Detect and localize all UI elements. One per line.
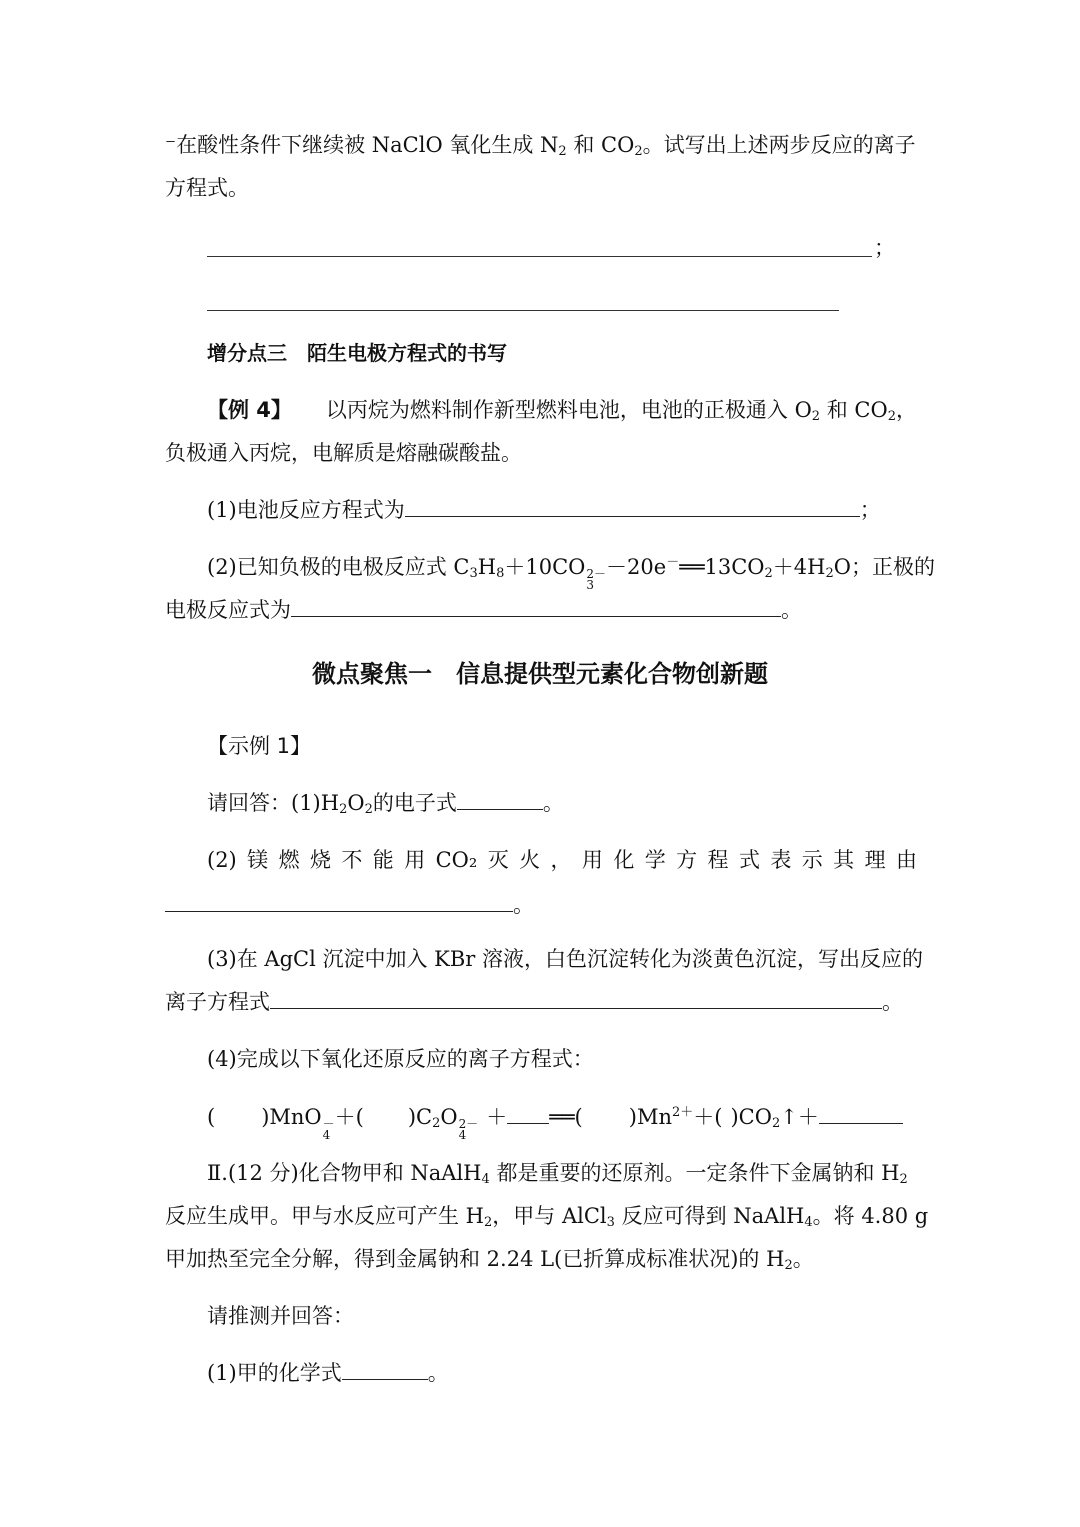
- subscript: 2: [764, 566, 773, 581]
- example-label: 【例 4】: [207, 398, 292, 422]
- subscript: 2: [887, 409, 896, 424]
- focus-question-3-line-1: (3)在 AgCl 沉淀中加入 KBr 溶液，白色沉淀转化为淡黄色沉淀，写出反应的: [207, 947, 923, 971]
- part2-line-1: [207, 1158, 917, 1188]
- subscript: 2: [634, 144, 643, 159]
- text: ↑＋: [780, 1105, 819, 1129]
- text: 和 CO: [826, 398, 888, 422]
- text: 。: [882, 990, 903, 1014]
- focus-question-4: (4)完成以下氧化还原反应的离子方程式：: [207, 1047, 594, 1071]
- answer-blank[interactable]: [819, 1105, 903, 1124]
- text: 。: [542, 791, 564, 815]
- answer-blank[interactable]: [405, 498, 860, 517]
- text: ；: [859, 498, 881, 522]
- subscript: 2: [339, 802, 348, 817]
- text: ══13CO: [679, 555, 765, 579]
- text: ＋(: [693, 1105, 723, 1129]
- text: 都是重要的还原剂。一定条件下金属钠和 H: [496, 1161, 900, 1185]
- subscript: 3: [606, 1215, 615, 1230]
- text: )C: [407, 1105, 433, 1129]
- redox-equation: [207, 1102, 917, 1141]
- text: 以丙烷为燃料制作新型燃料电池，电池的正极通入 O: [325, 398, 812, 422]
- subscript: 2: [771, 1116, 781, 1131]
- answer-blank[interactable]: [507, 1105, 549, 1124]
- subscript: 2: [432, 1116, 441, 1131]
- text: O: [347, 791, 365, 815]
- text: (1)电池反应方程式为: [207, 498, 405, 522]
- ion-charge: 2－ 3: [586, 567, 607, 592]
- section-title: 微点聚焦一 信息提供型元素化合物创新题: [312, 660, 768, 688]
- text: )MnO: [261, 1105, 322, 1129]
- text: (: [207, 1105, 216, 1129]
- subscript: 2: [899, 1172, 908, 1187]
- section-heading: 增分点三 陌生电极方程式的书写: [207, 341, 507, 365]
- subscript: 4: [804, 1215, 813, 1230]
- text: ＋4H: [772, 555, 826, 579]
- part2-line-2: [165, 1201, 929, 1231]
- text: 反应生成甲。甲与水反应可产生 H: [165, 1204, 484, 1228]
- subscript: 4: [481, 1172, 490, 1187]
- text: 。试写出上述两步反应的离子: [642, 133, 916, 157]
- subscript: 2: [825, 566, 834, 581]
- text: O；正极的: [833, 555, 935, 579]
- superscript: －: [666, 555, 680, 570]
- top-paragraph-line-2: 方程式。: [165, 176, 249, 200]
- focus-question-2-line-2: [165, 890, 917, 920]
- text: ，: [896, 398, 917, 422]
- text: 甲加热至完全分解，得到金属钠和 2.24 L(已折算成标准状况)的 H: [165, 1247, 785, 1271]
- answer-blank[interactable]: [270, 990, 882, 1009]
- answer-blank[interactable]: [291, 598, 781, 617]
- text: ══(: [549, 1105, 583, 1129]
- text: ＋: [486, 1105, 508, 1129]
- focus-question-1: [207, 788, 917, 818]
- text: 。: [792, 1247, 814, 1271]
- focus-question-2-line-1: (2) 镁 燃 烧 不 能 用 CO₂ 灭 火 ， 用 化 学 方 程 式 表 示 其 理 由: [207, 848, 917, 872]
- focus-question-3-line-2: [165, 987, 917, 1017]
- text: 。将 4.80 g: [812, 1204, 929, 1228]
- text: O: [440, 1105, 458, 1129]
- text: 。: [781, 598, 802, 622]
- answer-blank[interactable]: [457, 791, 543, 810]
- top-paragraph-line-1: [165, 130, 917, 160]
- ion-charge: 2－ 4: [458, 1117, 479, 1142]
- text: H: [477, 555, 497, 579]
- answer-blank[interactable]: [342, 1361, 428, 1380]
- example-4-line-2: 负极通入丙烷，电解质是熔融碳酸盐。: [165, 441, 522, 465]
- text: 离子方程式: [165, 990, 270, 1014]
- example-4-line-1: [207, 395, 917, 425]
- text: 。: [513, 893, 534, 917]
- part2-prompt: 请推测并回答：: [207, 1304, 354, 1328]
- text: 电极反应式为: [165, 598, 291, 622]
- ion-charge: － 4: [322, 1117, 335, 1142]
- text: ⁻在酸性条件下继续被 NaClO 氧化生成 N: [165, 133, 559, 157]
- question-2-line-2: [165, 595, 917, 625]
- answer-blank[interactable]: [165, 893, 513, 912]
- part2-question-1: [207, 1358, 917, 1388]
- answer-blank-2[interactable]: [207, 310, 839, 311]
- subscript: 8: [496, 566, 505, 581]
- text: ＋10CO: [504, 555, 586, 579]
- part2-line-3: [165, 1244, 917, 1274]
- subscript: 2: [484, 1215, 493, 1230]
- semicolon: ；: [874, 236, 895, 260]
- text: ，甲与 AlCl: [492, 1204, 607, 1228]
- text: Ⅱ.(12 分)化合物甲和 NaAlH: [207, 1161, 482, 1185]
- text: 反应可得到 NaAlH: [621, 1204, 805, 1228]
- text: (1)甲的化学式: [207, 1361, 342, 1385]
- text: 。: [427, 1361, 449, 1385]
- subscript: 2: [784, 1258, 793, 1273]
- question-2-line-1: [207, 552, 935, 592]
- text: )CO: [730, 1105, 772, 1129]
- subscript: 2: [364, 802, 373, 817]
- text: (2)已知负极的电极反应式 C: [207, 555, 470, 579]
- example-1-label: 【示例 1】: [207, 734, 312, 758]
- question-1: [207, 495, 917, 525]
- subscript: 2: [558, 144, 567, 159]
- text: )Mn: [628, 1105, 672, 1129]
- answer-blank-1[interactable]: [207, 256, 872, 257]
- text: 和 CO: [573, 133, 635, 157]
- subscript: 3: [469, 566, 478, 581]
- text: －20e: [606, 555, 667, 579]
- text: ＋(: [334, 1105, 364, 1129]
- superscript: 2＋: [671, 1105, 694, 1120]
- text: 的电子式: [372, 791, 457, 815]
- subscript: 2: [811, 409, 821, 424]
- text: 请回答：(1)H: [207, 791, 340, 815]
